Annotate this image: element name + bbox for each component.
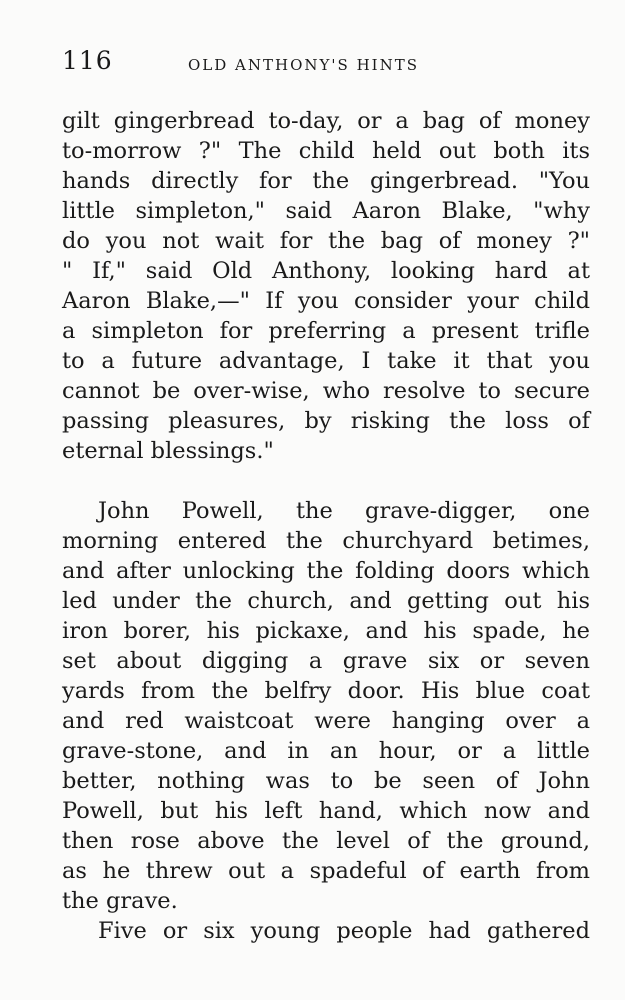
text-line: set about digging a grave six or seven	[62, 648, 590, 674]
page-number: 116	[62, 46, 113, 75]
running-head: OLD ANTHONY'S HINTS	[188, 56, 420, 74]
text-line: cannot be over-wise, who resolve to secure	[62, 378, 590, 404]
text-line: Powell, but his left hand, which now and	[62, 798, 590, 824]
text-line: grave-stone, and in an hour, or a little	[62, 738, 590, 764]
text-line: the grave.	[62, 888, 178, 914]
text-line: Aaron Blake,—" If you consider your child	[62, 288, 590, 314]
text-line: and red waistcoat were hanging over a	[62, 708, 590, 734]
text-line: and after unlocking the folding doors which	[62, 558, 590, 584]
text-line: Five or six young people had gathered	[98, 918, 590, 944]
text-line: morning entered the churchyard betimes,	[62, 528, 590, 554]
text-line: little simpleton," said Aaron Blake, "why	[62, 198, 590, 224]
text-line: do you not wait for the bag of money ?"	[62, 228, 590, 254]
text-line: as he threw out a spadeful of earth from	[62, 858, 590, 884]
text-line: led under the church, and getting out his	[62, 588, 590, 614]
text-line: better, nothing was to be seen of John	[62, 768, 590, 794]
text-line: hands directly for the gingerbread. "You	[62, 168, 590, 194]
text-line: eternal blessings."	[62, 438, 274, 464]
text-line: John Powell, the grave-digger, one	[98, 498, 590, 524]
text-line: iron borer, his pickaxe, and his spade, he	[62, 618, 590, 644]
text-line: yards from the belfry door. His blue coat	[62, 678, 590, 704]
page-header	[62, 46, 592, 82]
text-line: " If," said Old Anthony, looking hard at	[62, 258, 590, 284]
text-line: to-morrow ?" The child held out both its	[62, 138, 590, 164]
text-line: passing pleasures, by risking the loss of	[62, 408, 590, 434]
text-line: then rose above the level of the ground,	[62, 828, 590, 854]
text-line: a simpleton for preferring a present trifle	[62, 318, 590, 344]
text-line: to a future advantage, I take it that you	[62, 348, 590, 374]
text-line: gilt gingerbread to-day, or a bag of money	[62, 108, 590, 134]
